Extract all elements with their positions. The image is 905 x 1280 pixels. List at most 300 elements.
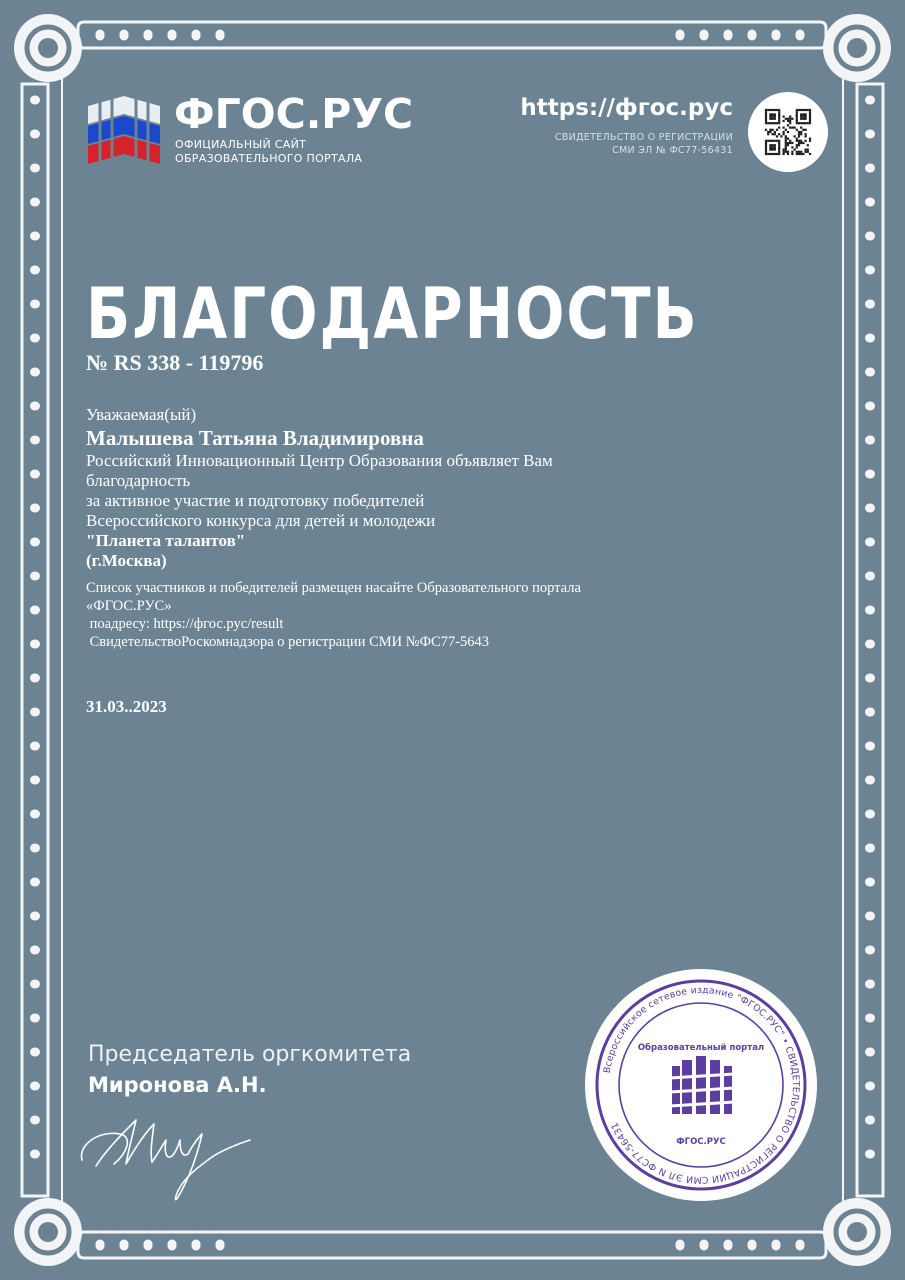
frame-dot bbox=[772, 30, 781, 41]
qr-cell bbox=[800, 131, 802, 133]
frame-dot bbox=[865, 1048, 875, 1057]
qr-cell bbox=[765, 153, 767, 155]
frame-dot bbox=[865, 402, 875, 411]
qr-cell bbox=[798, 131, 800, 133]
frame-dot bbox=[30, 266, 40, 275]
qr-cell bbox=[769, 118, 771, 120]
registration-info bbox=[555, 131, 733, 157]
qr-cell bbox=[778, 122, 780, 124]
qr-cell bbox=[800, 140, 802, 142]
frame-dot bbox=[865, 300, 875, 309]
qr-cell bbox=[769, 129, 771, 131]
qr-cell bbox=[778, 133, 780, 135]
frame-dot bbox=[30, 742, 40, 751]
qr-cell bbox=[791, 146, 793, 148]
qr-cell bbox=[767, 153, 769, 155]
frame-dot bbox=[865, 334, 875, 343]
qr-cell bbox=[769, 113, 771, 115]
frame-dot bbox=[30, 402, 40, 411]
qr-cell bbox=[785, 142, 787, 144]
qr-cell bbox=[809, 116, 811, 118]
qr-cell bbox=[767, 131, 769, 133]
frame-dot bbox=[30, 334, 40, 343]
qr-cell bbox=[774, 140, 776, 142]
qr-cell bbox=[765, 111, 767, 113]
qr-cell bbox=[785, 118, 787, 120]
qr-cell bbox=[772, 140, 774, 142]
qr-cell bbox=[807, 149, 809, 151]
frame-dot bbox=[865, 96, 875, 105]
qr-cell bbox=[778, 111, 780, 113]
qr-cell bbox=[765, 122, 767, 124]
frame-dot bbox=[865, 470, 875, 479]
frame-dot bbox=[865, 980, 875, 989]
qr-cell bbox=[765, 146, 767, 148]
qr-cell bbox=[802, 118, 804, 120]
qr-cell bbox=[783, 149, 785, 151]
qr-cell bbox=[794, 149, 796, 151]
qr-cell bbox=[805, 135, 807, 137]
qr-cell bbox=[774, 146, 776, 148]
seal-outer-text: Всероссийское сетевое издание "ФГОС.РУС" • СВИДЕТЕЛЬСТВО О РЕГИСТРАЦИИ СМИ ЭЛ N ФС77-56431 bbox=[601, 984, 802, 1186]
qr-cell bbox=[785, 140, 787, 142]
qr-cell bbox=[769, 149, 771, 151]
frame-dot bbox=[865, 844, 875, 853]
frame-dot bbox=[865, 538, 875, 547]
frame-dot bbox=[865, 640, 875, 649]
qr-cell bbox=[778, 118, 780, 120]
qr-cell bbox=[796, 140, 798, 142]
qr-cell bbox=[809, 140, 811, 142]
frame-dot bbox=[865, 1150, 875, 1159]
qr-cell bbox=[778, 144, 780, 146]
qr-cell bbox=[807, 151, 809, 153]
qr-cell bbox=[767, 109, 769, 111]
qr-cell bbox=[789, 142, 791, 144]
qr-cell bbox=[802, 109, 804, 111]
frame-dot bbox=[865, 504, 875, 513]
qr-cell bbox=[798, 109, 800, 111]
qr-cell bbox=[798, 142, 800, 144]
frame-dot bbox=[865, 1014, 875, 1023]
note-line: Список участников и победителей размещен насайте Образовательного портала bbox=[86, 580, 581, 596]
frame-dot bbox=[30, 810, 40, 819]
frame-dot bbox=[676, 30, 685, 41]
frame-dot bbox=[30, 640, 40, 649]
qr-cell bbox=[800, 151, 802, 153]
qr-cell bbox=[805, 133, 807, 135]
qr-cell bbox=[778, 140, 780, 142]
qr-cell bbox=[776, 153, 778, 155]
qr-cell bbox=[809, 153, 811, 155]
qr-cell bbox=[774, 116, 776, 118]
qr-cell bbox=[789, 118, 791, 120]
qr-cell bbox=[787, 142, 789, 144]
qr-cell bbox=[765, 142, 767, 144]
frame-dot bbox=[30, 232, 40, 241]
qr-cell bbox=[796, 111, 798, 113]
qr-cell bbox=[807, 144, 809, 146]
qr-cell bbox=[778, 113, 780, 115]
qr-cell bbox=[800, 109, 802, 111]
frame-dot bbox=[865, 742, 875, 751]
qr-cell bbox=[774, 131, 776, 133]
qr-cell bbox=[787, 138, 789, 140]
frame-dot bbox=[796, 1240, 805, 1251]
frame-dot bbox=[865, 232, 875, 241]
certificate-body bbox=[86, 405, 806, 651]
qr-cell bbox=[787, 118, 789, 120]
qr-cell bbox=[798, 133, 800, 135]
qr-cell bbox=[765, 120, 767, 122]
frame-dot bbox=[30, 980, 40, 989]
qr-cell bbox=[765, 140, 767, 142]
document-title: БЛАГОДАРНОСТЬ bbox=[86, 272, 699, 355]
qr-cell bbox=[772, 149, 774, 151]
frame-dot bbox=[30, 572, 40, 581]
qr-cell bbox=[778, 127, 780, 129]
qr-cell bbox=[809, 109, 811, 111]
qr-cell bbox=[796, 151, 798, 153]
frame-dot bbox=[192, 30, 201, 41]
qr-cell bbox=[787, 151, 789, 153]
qr-cell bbox=[785, 151, 787, 153]
qr-cell bbox=[809, 138, 811, 140]
frame-dot bbox=[865, 266, 875, 275]
qr-cell bbox=[791, 118, 793, 120]
qr-cell bbox=[802, 153, 804, 155]
qr-cell bbox=[778, 142, 780, 144]
qr-cell bbox=[785, 129, 787, 131]
official-seal-icon bbox=[584, 968, 818, 1202]
frame-dot bbox=[865, 776, 875, 785]
qr-cell bbox=[791, 142, 793, 144]
issue-date: 31.03..2023 bbox=[86, 697, 167, 716]
qr-cell bbox=[800, 116, 802, 118]
qr-cell bbox=[796, 144, 798, 146]
frame-dot bbox=[96, 30, 105, 41]
frame-dot bbox=[865, 674, 875, 683]
qr-cell bbox=[774, 113, 776, 115]
frame-dot bbox=[865, 436, 875, 445]
qr-cell bbox=[774, 153, 776, 155]
frame-dot bbox=[30, 368, 40, 377]
site-url[interactable]: https://фгос.рус bbox=[520, 95, 733, 121]
qr-cell bbox=[798, 144, 800, 146]
qr-cell bbox=[785, 144, 787, 146]
qr-cell bbox=[785, 135, 787, 137]
frame-dot bbox=[30, 708, 40, 717]
frame-dot bbox=[30, 776, 40, 785]
qr-cell bbox=[798, 151, 800, 153]
qr-cell bbox=[769, 153, 771, 155]
qr-cell bbox=[789, 127, 791, 129]
frame-dot bbox=[120, 30, 129, 41]
frame-dot bbox=[120, 1240, 129, 1251]
registration-line2: СМИ ЭЛ № ФС77-56431 bbox=[612, 145, 733, 156]
frame-dot bbox=[865, 708, 875, 717]
note-line: «ФГОС.РУС» bbox=[86, 598, 172, 614]
qr-cell bbox=[765, 118, 767, 120]
qr-cell bbox=[769, 109, 771, 111]
frame-dot bbox=[30, 912, 40, 921]
qr-cell bbox=[800, 133, 802, 135]
qr-cell bbox=[791, 153, 793, 155]
qr-cell bbox=[772, 133, 774, 135]
qr-cell bbox=[778, 149, 780, 151]
qr-cell bbox=[805, 109, 807, 111]
signatory-role: Председатель оргкомитета bbox=[88, 1042, 412, 1067]
qr-cell bbox=[774, 149, 776, 151]
qr-cell bbox=[765, 149, 767, 151]
frame-dot bbox=[96, 1240, 105, 1251]
qr-cell bbox=[798, 153, 800, 155]
qr-cell bbox=[809, 120, 811, 122]
qr-cell bbox=[787, 144, 789, 146]
qr-cell bbox=[772, 109, 774, 111]
qr-cell bbox=[776, 140, 778, 142]
qr-cell bbox=[809, 122, 811, 124]
frame-dot bbox=[30, 130, 40, 139]
qr-cell bbox=[776, 109, 778, 111]
frame-dot bbox=[30, 198, 40, 207]
qr-cell bbox=[778, 109, 780, 111]
salutation: Уважаемая(ый) bbox=[86, 405, 197, 424]
qr-cell bbox=[798, 140, 800, 142]
qr-cell bbox=[802, 113, 804, 115]
qr-cell bbox=[789, 120, 791, 122]
qr-cell bbox=[802, 142, 804, 144]
qr-cell bbox=[809, 111, 811, 113]
qr-cell bbox=[780, 135, 782, 137]
qr-cell bbox=[805, 140, 807, 142]
qr-cell bbox=[772, 146, 774, 148]
frame-dot bbox=[192, 1240, 201, 1251]
seal-inner-text: Образовательный портал bbox=[637, 1043, 765, 1053]
frame-dot bbox=[30, 96, 40, 105]
qr-cell bbox=[772, 122, 774, 124]
frame-dot bbox=[30, 300, 40, 309]
frame-dot bbox=[865, 368, 875, 377]
qr-cell bbox=[772, 116, 774, 118]
frame-dot bbox=[865, 130, 875, 139]
frame-dot bbox=[865, 606, 875, 615]
qr-cell bbox=[783, 120, 785, 122]
frame-dot bbox=[30, 1082, 40, 1091]
qr-cell bbox=[789, 122, 791, 124]
qr-cell bbox=[805, 116, 807, 118]
frame-dot bbox=[30, 606, 40, 615]
qr-cell bbox=[774, 133, 776, 135]
brand-subtitle-line1: ОФИЦИАЛЬНЫЙ САЙТ bbox=[175, 138, 307, 151]
qr-cell bbox=[772, 144, 774, 146]
qr-cell bbox=[769, 116, 771, 118]
frame-dot bbox=[30, 538, 40, 547]
text-line: за активное участие и подготовку победителей bbox=[86, 491, 425, 510]
qr-cell bbox=[800, 122, 802, 124]
frame-dot bbox=[30, 164, 40, 173]
qr-cell bbox=[767, 140, 769, 142]
frame-dot bbox=[676, 1240, 685, 1251]
qr-cell bbox=[809, 118, 811, 120]
qr-cell bbox=[783, 116, 785, 118]
frame-dot bbox=[724, 30, 733, 41]
frame-dot bbox=[216, 1240, 225, 1251]
frame-dot bbox=[30, 1116, 40, 1125]
qr-cell bbox=[796, 116, 798, 118]
qr-cell bbox=[789, 116, 791, 118]
frame-dot bbox=[30, 436, 40, 445]
qr-cell bbox=[798, 135, 800, 137]
qr-cell bbox=[802, 116, 804, 118]
frame-dot bbox=[30, 1150, 40, 1159]
qr-cell bbox=[783, 133, 785, 135]
qr-cell bbox=[772, 118, 774, 120]
frame-dot bbox=[865, 810, 875, 819]
qr-cell bbox=[805, 113, 807, 115]
qr-cell bbox=[787, 131, 789, 133]
qr-cell bbox=[767, 122, 769, 124]
frame-dot bbox=[748, 1240, 757, 1251]
brand-subtitle-line2: ОБРАЗОВАТЕЛЬНОГО ПОРТАЛА bbox=[175, 152, 363, 165]
qr-cell bbox=[796, 120, 798, 122]
qr-cell bbox=[778, 120, 780, 122]
frame-dot bbox=[30, 674, 40, 683]
qr-cell bbox=[769, 144, 771, 146]
frame-dot bbox=[865, 572, 875, 581]
qr-cell bbox=[769, 146, 771, 148]
qr-cell bbox=[778, 116, 780, 118]
frame-dot bbox=[865, 1116, 875, 1125]
frame-dot bbox=[865, 164, 875, 173]
qr-cell bbox=[794, 127, 796, 129]
qr-cell bbox=[805, 118, 807, 120]
signatory-name: Миронова А.Н. bbox=[88, 1073, 267, 1097]
qr-cell bbox=[778, 153, 780, 155]
frame-dot bbox=[30, 946, 40, 955]
qr-cell bbox=[767, 133, 769, 135]
qr-cell bbox=[800, 153, 802, 155]
qr-cell bbox=[791, 127, 793, 129]
frame-dot bbox=[168, 1240, 177, 1251]
frame-dot bbox=[30, 1048, 40, 1057]
frame-dot bbox=[748, 30, 757, 41]
qr-cell bbox=[772, 129, 774, 131]
qr-cell bbox=[785, 138, 787, 140]
qr-cell bbox=[809, 113, 811, 115]
qr-cell bbox=[776, 129, 778, 131]
qr-cell bbox=[776, 135, 778, 137]
frame-dot bbox=[30, 878, 40, 887]
qr-cell bbox=[805, 151, 807, 153]
qr-cell bbox=[783, 127, 785, 129]
qr-cell bbox=[787, 120, 789, 122]
qr-cell bbox=[778, 146, 780, 148]
qr-cell bbox=[765, 129, 767, 131]
qr-cell bbox=[796, 146, 798, 148]
qr-cell bbox=[765, 109, 767, 111]
text-line: Российский Инновационный Центр Образования объявляет Вам bbox=[86, 451, 553, 470]
frame-dot bbox=[772, 1240, 781, 1251]
brand-subtitle bbox=[175, 138, 362, 166]
frame-dot bbox=[30, 470, 40, 479]
qr-cell bbox=[769, 122, 771, 124]
frame-dot bbox=[865, 1082, 875, 1091]
qr-cell bbox=[796, 122, 798, 124]
contest-name: "Планета талантов" bbox=[86, 531, 246, 550]
qr-cell bbox=[807, 122, 809, 124]
qr-cell bbox=[772, 113, 774, 115]
recipient-name: Малышева Татьяна Владимировна bbox=[86, 426, 424, 450]
text-line: Всероссийского конкурса для детей и молодежи bbox=[86, 511, 436, 530]
frame-dot bbox=[865, 912, 875, 921]
qr-cell bbox=[805, 129, 807, 131]
qr-cell bbox=[769, 140, 771, 142]
qr-cell bbox=[798, 122, 800, 124]
qr-cell bbox=[783, 131, 785, 133]
text-line: благодарность bbox=[86, 471, 191, 490]
qr-cell bbox=[791, 151, 793, 153]
brand-name: ФГОС.РУС bbox=[174, 90, 414, 138]
qr-cell bbox=[805, 122, 807, 124]
qr-cell bbox=[787, 153, 789, 155]
qr-cell bbox=[765, 116, 767, 118]
qr-cell bbox=[774, 144, 776, 146]
qr-cell bbox=[800, 118, 802, 120]
qr-cell bbox=[800, 113, 802, 115]
frame-dot bbox=[865, 878, 875, 887]
note-line: поадресу: https://фгос.рус/result bbox=[86, 616, 284, 632]
frame-dot bbox=[144, 1240, 153, 1251]
frame-dot bbox=[700, 1240, 709, 1251]
qr-cell bbox=[796, 113, 798, 115]
flag-logo-icon bbox=[88, 96, 160, 168]
signature-icon bbox=[74, 1090, 264, 1210]
frame-dot bbox=[30, 844, 40, 853]
note-line: СвидетельствоРоскомнадзора о регистрации СМИ №ФС77-5643 bbox=[86, 634, 490, 650]
qr-cell bbox=[796, 129, 798, 131]
qr-cell bbox=[785, 146, 787, 148]
qr-cell bbox=[785, 149, 787, 151]
frame-dot bbox=[865, 198, 875, 207]
qr-cell bbox=[769, 131, 771, 133]
frame-dot bbox=[865, 946, 875, 955]
qr-cell bbox=[765, 144, 767, 146]
frame-dot bbox=[168, 30, 177, 41]
qr-cell bbox=[794, 135, 796, 137]
qr-code-icon[interactable] bbox=[748, 92, 828, 172]
frame-dot bbox=[30, 504, 40, 513]
frame-dot bbox=[216, 30, 225, 41]
qr-cell bbox=[800, 142, 802, 144]
qr-cell bbox=[802, 122, 804, 124]
qr-cell bbox=[772, 153, 774, 155]
qr-cell bbox=[765, 151, 767, 153]
qr-cell bbox=[802, 129, 804, 131]
qr-cell bbox=[774, 118, 776, 120]
qr-cell bbox=[787, 124, 789, 126]
qr-cell bbox=[774, 109, 776, 111]
qr-cell bbox=[805, 149, 807, 151]
qr-cell bbox=[765, 113, 767, 115]
frame-dot bbox=[30, 1014, 40, 1023]
frame-dot bbox=[724, 1240, 733, 1251]
qr-cell bbox=[796, 138, 798, 140]
qr-cell bbox=[776, 122, 778, 124]
qr-cell bbox=[783, 151, 785, 153]
qr-cell bbox=[774, 122, 776, 124]
qr-cell bbox=[796, 153, 798, 155]
